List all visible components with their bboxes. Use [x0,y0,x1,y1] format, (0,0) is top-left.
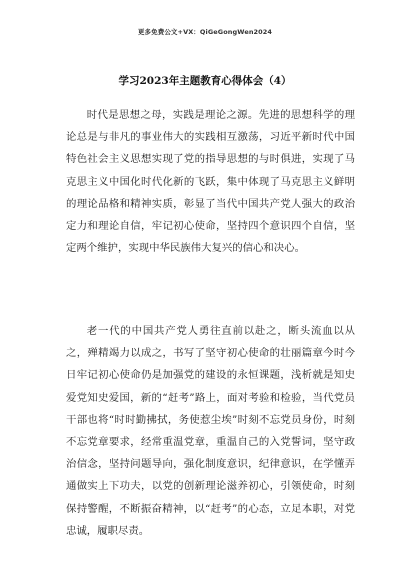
header-promo-note: 更多免费公文+VX：QiGeGongWen2024 [137,28,273,36]
body-paragraph-2: 老一代的中国共产党人勇往直前以赴之，断头流血以从之，殚精竭力以成之，书写了坚守初心使命的壮丽篇章今时今日牢记初心使命仍是加强党的建设的永恒课题，浅析就是知史爱党知史爱国，新的“赶考”路上，面对考验和检验，当代党员干部也将“时时勤拂拭，务使惹尘埃”时刻不忘党员身份，时刻不忘党章要求，经常重温党章，重温自己的入党誓词，坚守政治信念，坚持问题导向，强化制度意识，纪律意识，在学懂弄通做实上下功夫，以党的创新理论滋养初心，引领使命，时刻保持警醒，不断振奋精神，以“赶考”的心态，立足本职，对党忠诚，履职尽责。 [66,325,355,537]
paragraph-block-2 [66,320,355,542]
paragraph-block-1 [66,104,355,259]
body-paragraph-1: 时代是思想之母，实践是理论之源。先进的思想科学的理论总是与非凡的事业伟大的实践相互激荡，习近平新时代中国特色社会主义思想实现了党的指导思想的与时俱进，实现了马克思主义中国化时代化新的飞跃，集中体现了马克思主义鲜明的理论品格和精神实质，彰显了当代中国共产党人强大的政治定力和理论自信，牢记初心使命，坚持四个意识四个自信，坚定两个维护，实现中华民族伟大复兴的信心和决心。 [66,109,355,255]
document-title: 学习2023年主题教育心得体会（4） [118,75,292,87]
